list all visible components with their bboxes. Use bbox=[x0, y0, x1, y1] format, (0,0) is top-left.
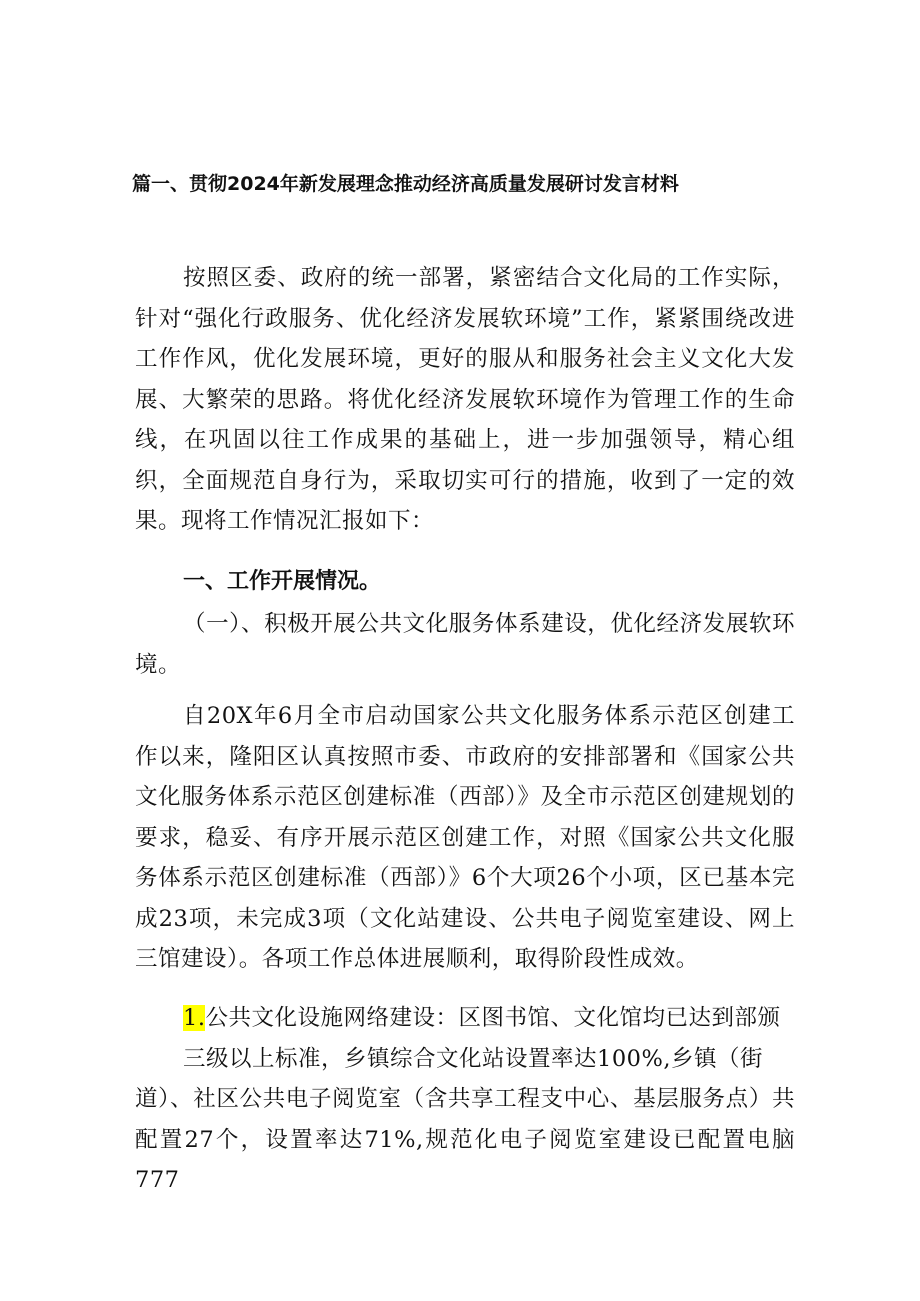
body-paragraph: 自20X年6月全市启动国家公共文化服务体系示范区创建工作以来，隆阳区认真按照市委、市政府的安排部署和《国家公共文化服务体系示范区创建标准（西部）》及全市示范区创建规划的要求，稳妥、有序开展示范区创建工作，对照《国家公共文化服务体系示范区创建标准（西部）》6个大项26个小项，区已基本完成23项，未完成3项（文化站建设、公共电子阅览室建设、网上三馆建设）。各项工作总体进展顺利，取得阶段性成效。 bbox=[135, 703, 795, 972]
list-item-number: 1. bbox=[183, 1005, 206, 1031]
document-title: 篇一、贯彻2024年新发展理念推动经济高质量发展研讨发言材料 bbox=[132, 173, 679, 195]
list-item bbox=[135, 998, 795, 1201]
intro-paragraph: 按照区委、政府的统一部署，紧密结合文化局的工作实际，针对“强化行政服务、优化经济发展软环境”工作，紧紧围绕改进工作作风，优化发展环境，更好的服从和服务社会主义文化大发展、大繁荣的思路。将优化经济发展软环境作为管理工作的生命线，在巩固以往工作成果的基础上，进一步加强领导，精心组织，全面规范自身行为，采取切实可行的措施，收到了一定的效果。现将工作情况汇报如下： bbox=[135, 265, 795, 534]
subsection-heading: （一）、积极开展公共文化服务体系建设，优化经济发展软环境。 bbox=[135, 611, 795, 678]
list-item-rest: 道）、社区公共电子阅览室（含共享工程支中心、基层服务点）共配置27个，设置率达71%,规范化电子阅览室建设已配置电脑777 bbox=[135, 1086, 795, 1193]
list-item-line-2: 三级以上标准，乡镇综合文化站设置率达100%,乡镇（街 bbox=[183, 1045, 763, 1072]
list-item-line-1: 公共文化设施网络建设：区图书馆、文化馆均已达到部颁 bbox=[205, 1005, 781, 1031]
section-heading: 一、工作开展情况。 bbox=[183, 569, 382, 594]
list-item-first-line bbox=[135, 998, 795, 1039]
